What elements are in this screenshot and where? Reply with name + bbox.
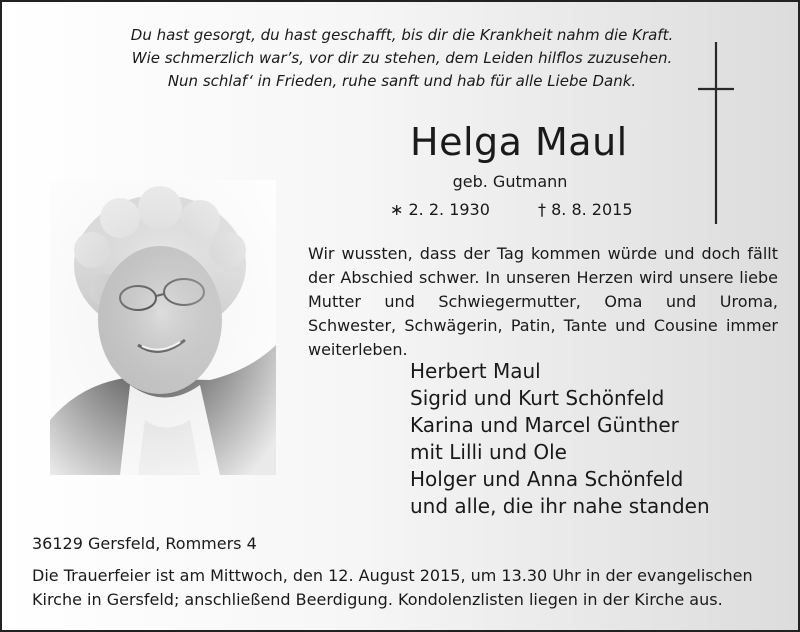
poem [2,24,800,93]
signer: Herbert Maul [410,359,541,383]
signer: Holger und Anna Schönfeld [410,467,684,491]
deceased-name: Helga Maul [410,120,628,164]
portrait-photo [50,180,276,475]
signer: mit Lilli und Ole [410,440,567,464]
birth-date: ∗ 2. 2. 1930 [390,200,490,219]
signer: und alle, die ihr nahe standen [410,494,710,518]
funeral-service-info: Die Trauerfeier ist am Mittwoch, den 12. August 2015, um 13.30 Uhr in der evangelischen Kirche in Gersfeld; anschließend Beerdigung. Kondolenzlisten liegen in der Kirche aus. [32,566,753,609]
poem-line: Wie schmerzlich war’s, vor dir zu stehen, dem Leiden hilflos zuzusehen. [131,49,673,67]
address: 36129 Gersfeld, Rommers 4 [32,534,257,553]
poem-line: Du hast gesorgt, du hast geschafft, bis dir die Krankheit nahm die Kraft. [130,26,674,44]
birth-name: geb. Gutmann [452,172,568,191]
signers-list [410,358,710,520]
death-date: † 8. 8. 2015 [538,200,633,219]
poem-line: Nun schlaf‘ in Frieden, ruhe sanft und hab für alle Liebe Dank. [167,72,637,90]
signer: Karina und Marcel Günther [410,413,679,437]
life-dates [390,200,633,219]
signer: Sigrid und Kurt Schönfeld [410,386,665,410]
cross-icon [698,42,734,224]
farewell-message: Wir wussten, dass der Tag kommen würde und doch fällt der Abschied schwer. In unseren Herzen wird unsere liebe Mutter und Schwiegermutter, Oma und Uroma, Schwester, Schwägerin, Patin, Tante und Cousine immer weiterleben. [308,244,778,359]
